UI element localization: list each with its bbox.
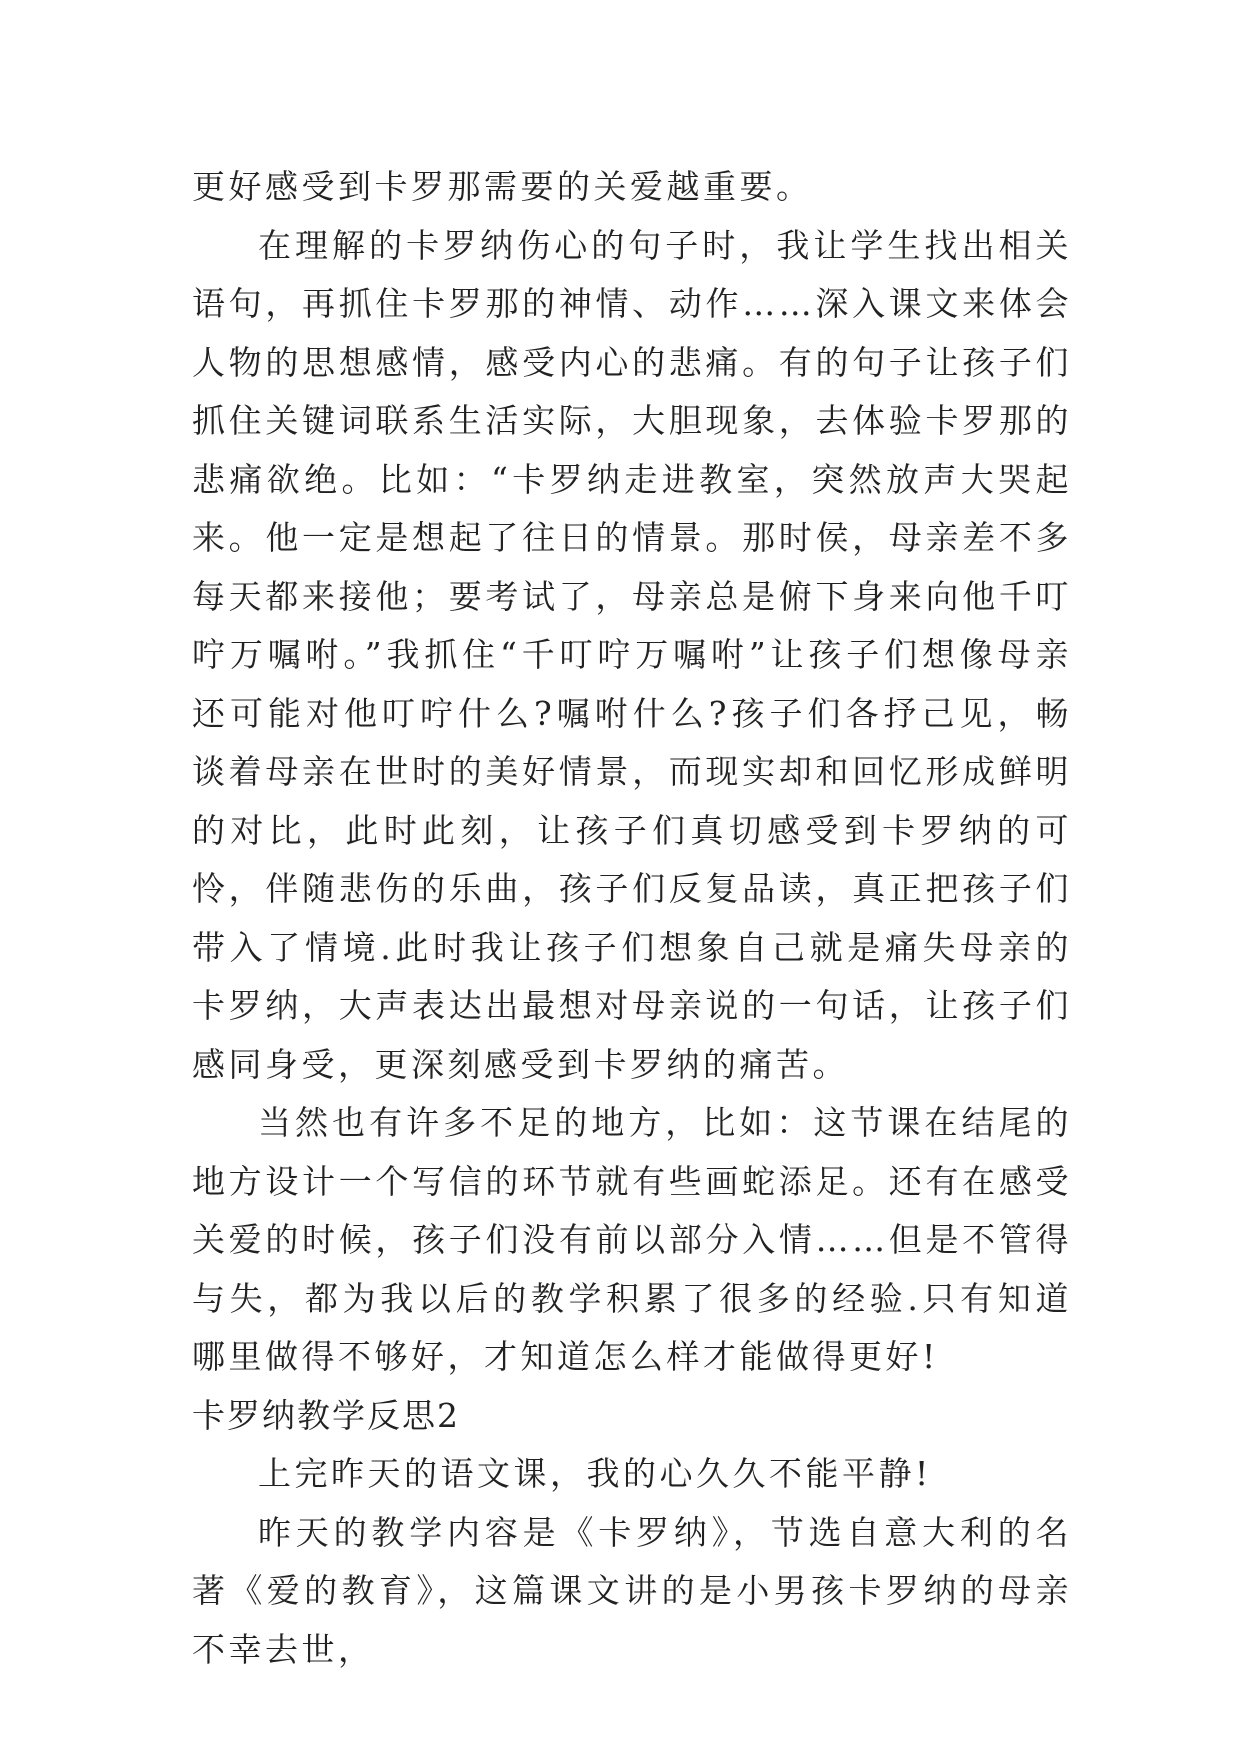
section-title: 卡罗纳教学反思2 xyxy=(192,1395,460,1435)
paragraph-shortcomings: 当然也有许多不足的地方，比如：这节课在结尾的地方设计一个写信的环节就有些画蛇添足。还有在感受关爱的时候，孩子们没有前以部分入情……但是不管得与失，都为我以后的教学积累了很多的经验.只有知道哪里做得不够好，才知道怎么样才能做得更好! xyxy=(192,1103,1072,1376)
document-page xyxy=(192,158,1072,1679)
paragraph-sad-sentences: 在理解的卡罗纳伤心的句子时，我让学生找出相关语句，再抓住卡罗那的神情、动作……深入课文来体会人物的思想感情，感受内心的悲痛。有的句子让孩子们抓住关键词联系生活实际，大胆现象，去体验卡罗那的悲痛欲绝。比如：“卡罗纳走进教室，突然放声大哭起来。他一定是想起了往日的情景。那时侯，母亲差不多每天都来接他；要考试了，母亲总是俯下身来向他千叮咛万嘱咐。”我抓住“千叮咛万嘱咐”让孩子们想像母亲还可能对他叮咛什么?嘱咐什么?孩子们各抒己见，畅谈着母亲在世时的美好情景，而现实却和回忆形成鲜明的对比，此时此刻，让孩子们真切感受到卡罗纳的可怜，伴随悲伤的乐曲，孩子们反复品读，真正把孩子们带入了情境.此时我让孩子们想象自己就是痛失母亲的卡罗纳，大声表达出最想对母亲说的一句话，让孩子们感同身受，更深刻感受到卡罗纳的痛苦。 xyxy=(192,225,1072,1084)
paragraph-lesson-content: 昨天的教学内容是《卡罗纳》，节选自意大利的名著《爱的教育》，这篇课文讲的是小男孩卡罗纳的母亲不幸去世， xyxy=(192,1512,1072,1669)
paragraph-continuation: 更好感受到卡罗那需要的关爱越重要。 xyxy=(192,167,813,206)
paragraph-intro: 上完昨天的语文课，我的心久久不能平静! xyxy=(258,1454,932,1493)
